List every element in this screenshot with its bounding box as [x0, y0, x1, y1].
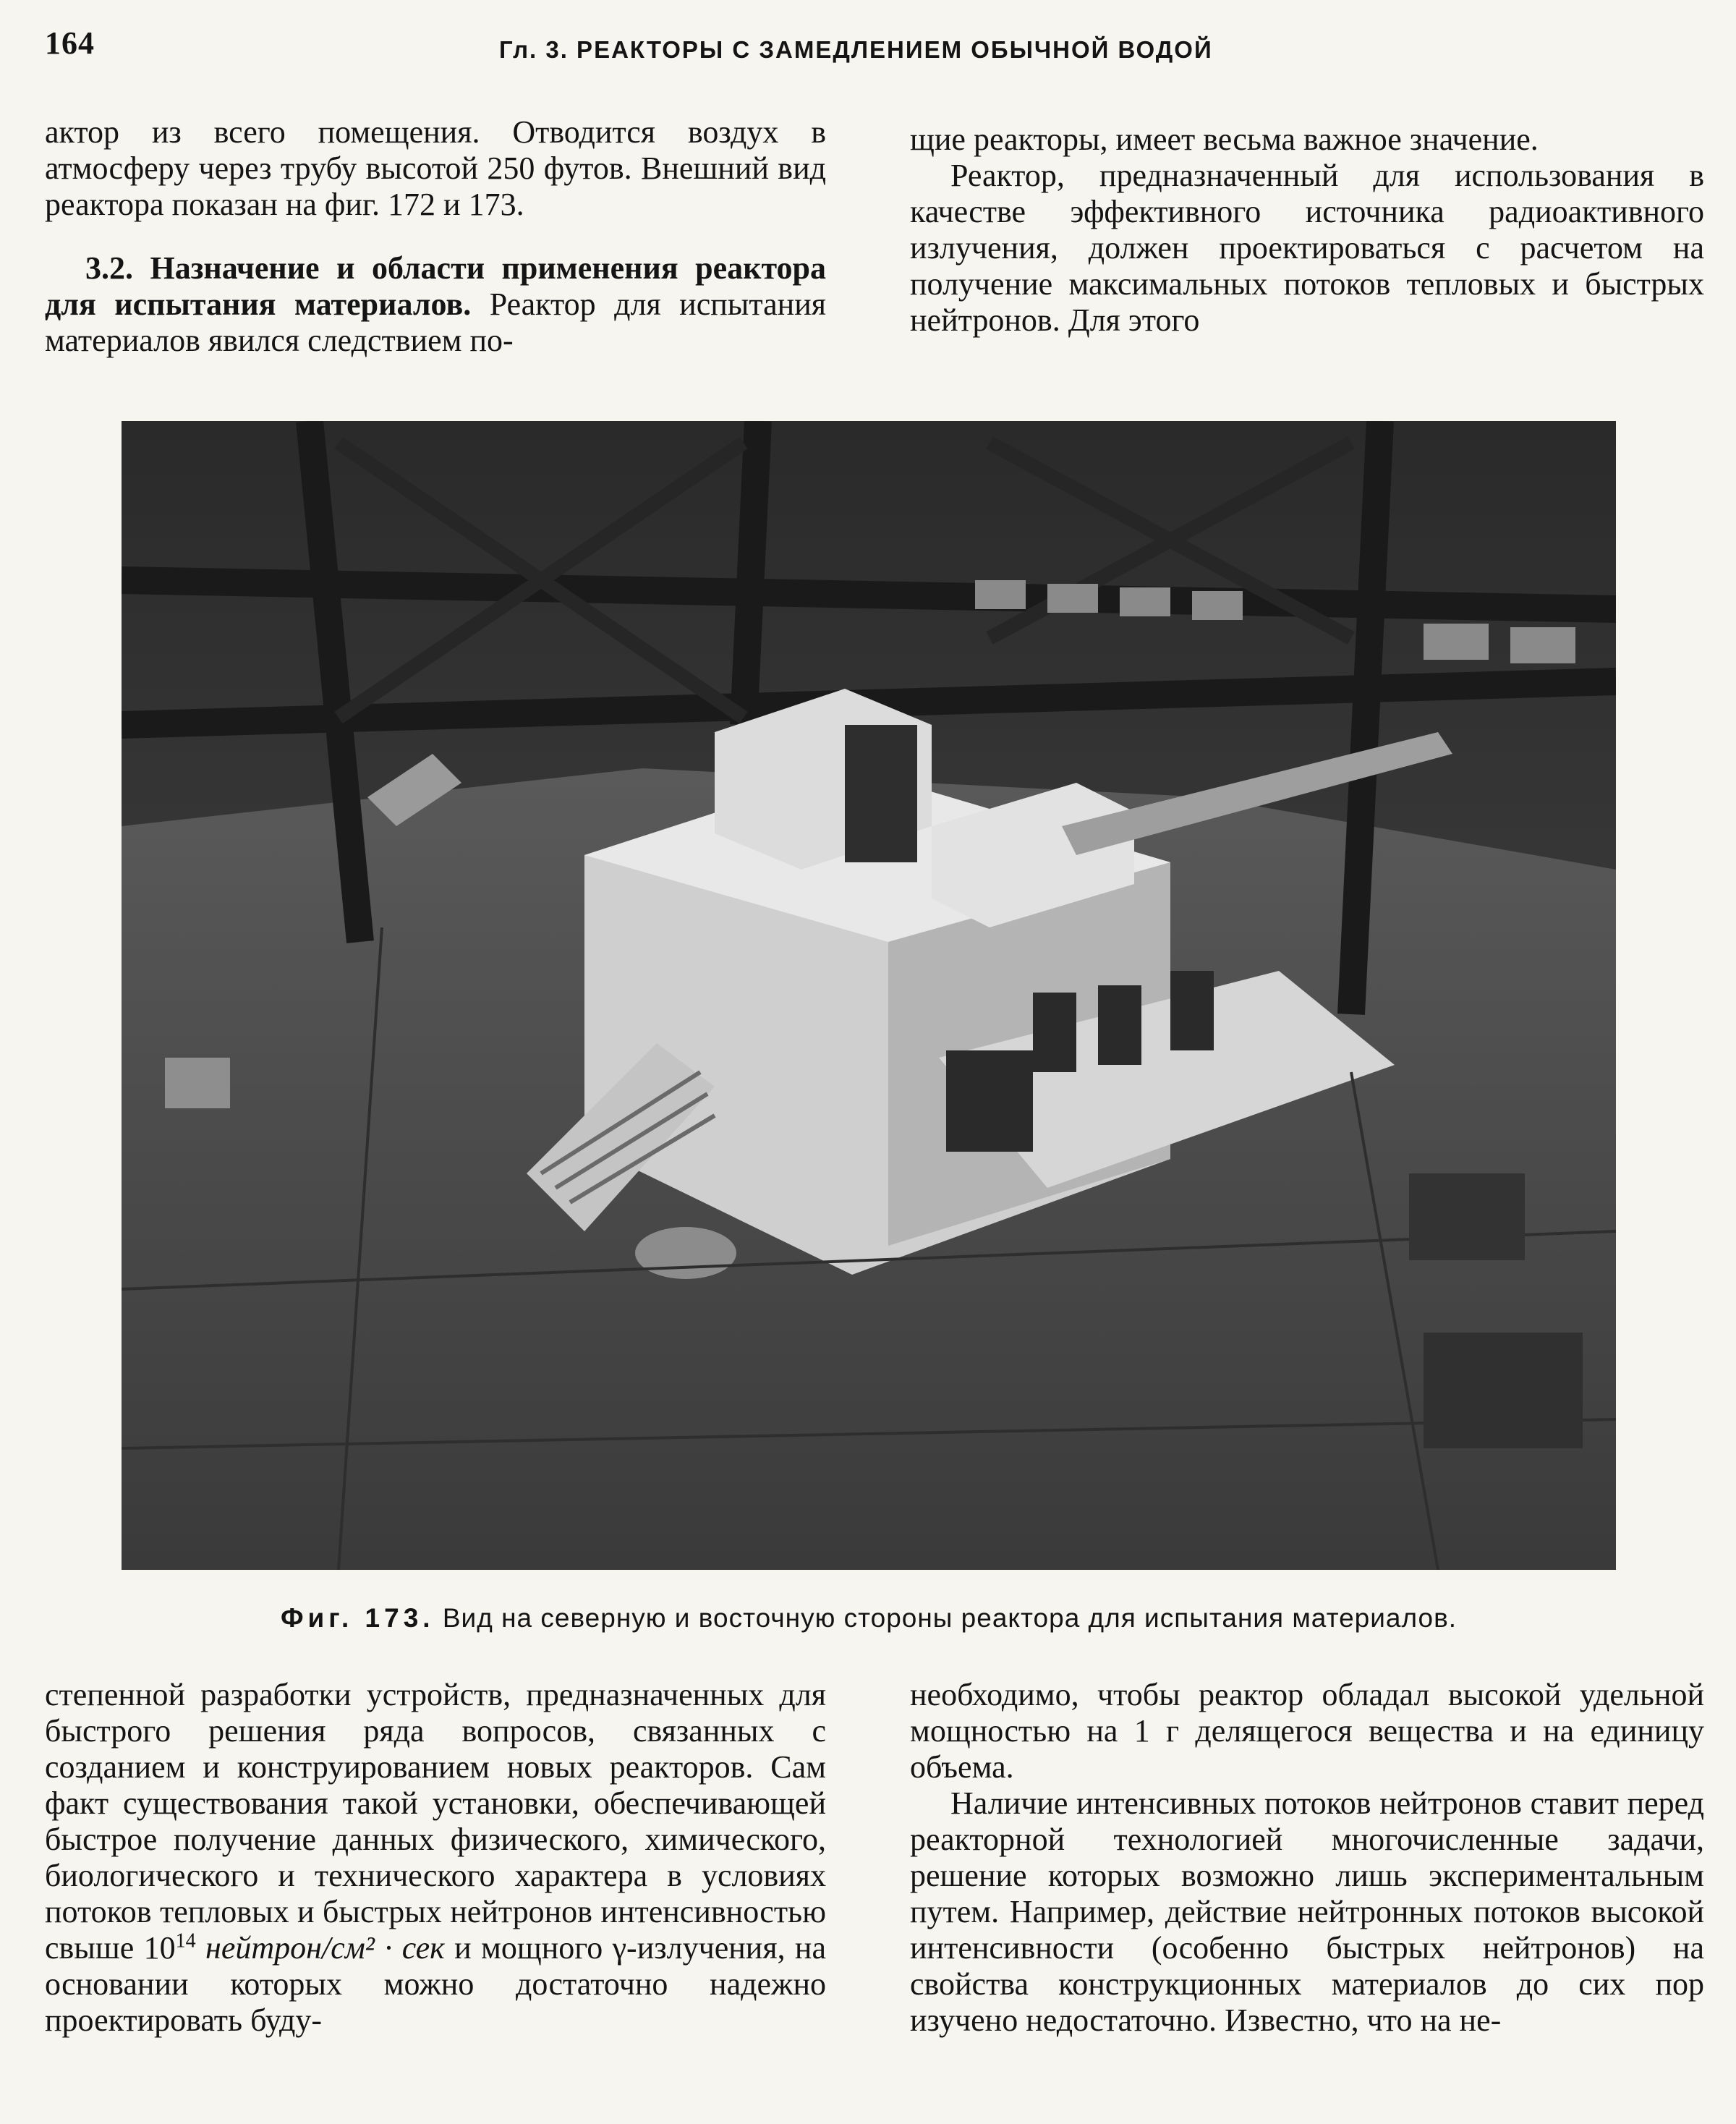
- running-head: Гл. 3. РЕАКТОРЫ С ЗАМЕДЛЕНИЕМ ОБЫЧНОЙ ВОДОЙ: [499, 36, 1213, 63]
- paragraph: Реактор, предназначенный для использования в качестве эффективного источника радиоактивного излучения, должен проектироваться с расчетом на получение максимальных потоков тепловых и быстрых нейтронов. Для этого: [910, 158, 1704, 338]
- unit-text: нейтрон/см² · сек: [195, 1930, 445, 1966]
- reactor-photograph: [122, 421, 1616, 1570]
- figure-description: Вид на северную и восточную стороны реактора для испытания материалов.: [434, 1603, 1458, 1633]
- section-title: 3.2. Назначение и области применения реактора для испытания материалов.: [45, 250, 826, 322]
- top-right-column: [910, 122, 1704, 339]
- paragraph: Наличие интенсивных потоков нейтронов ставит перед реакторной технологией многочисленные задачи, решение которых возможно лишь экспериментальным путем. Например, действие нейтронных потоков высокой интенсивности (особенно быстрых нейтронов) на свойства конструкционных материалов до сих пор изучено недостаточно. Известно, что на не-: [910, 1785, 1704, 2038]
- bottom-left-column: [45, 1677, 826, 2039]
- top-left-column: [45, 114, 826, 359]
- text-run: и мощного γ-излучения, на основании которых можно достаточно надежно проектировать буду-: [45, 1930, 827, 2038]
- paragraph: актор из всего помещения. Отводится воздух в атмосферу через трубу высотой 250 футов. Внешний вид реактора показан на фиг. 172 и 173.: [45, 114, 826, 222]
- text-run: степенной разработки устройств, предназначенных для быстрого решения ряда вопросов, связанных с созданием и конструированием новых реакторов. Сам факт существования такой установки, обеспечивающей быстрое получение данных физического, химического, биологического и технического характера в условиях потоков тепловых и быстрых нейтронов интенсивностью свыше 10: [45, 1677, 826, 1966]
- paragraph: щие реакторы, имеет весьма важное значение.: [910, 122, 1539, 157]
- paragraph: необходимо, чтобы реактор обладал высокой удельной мощностью на 1 г делящегося вещества и на единицу объема.: [910, 1677, 1704, 1785]
- figure-label: Фиг. 173.: [280, 1603, 435, 1633]
- section-text: Реактор для испытания материалов явился следствием по-: [45, 286, 826, 358]
- paragraph: [45, 1677, 826, 2039]
- page-number: 164: [45, 25, 95, 61]
- exponent: 14: [175, 1929, 196, 1953]
- bottom-right-column: [910, 1677, 1704, 2039]
- section-paragraph: [45, 250, 826, 359]
- figure-caption: [122, 1603, 1616, 1634]
